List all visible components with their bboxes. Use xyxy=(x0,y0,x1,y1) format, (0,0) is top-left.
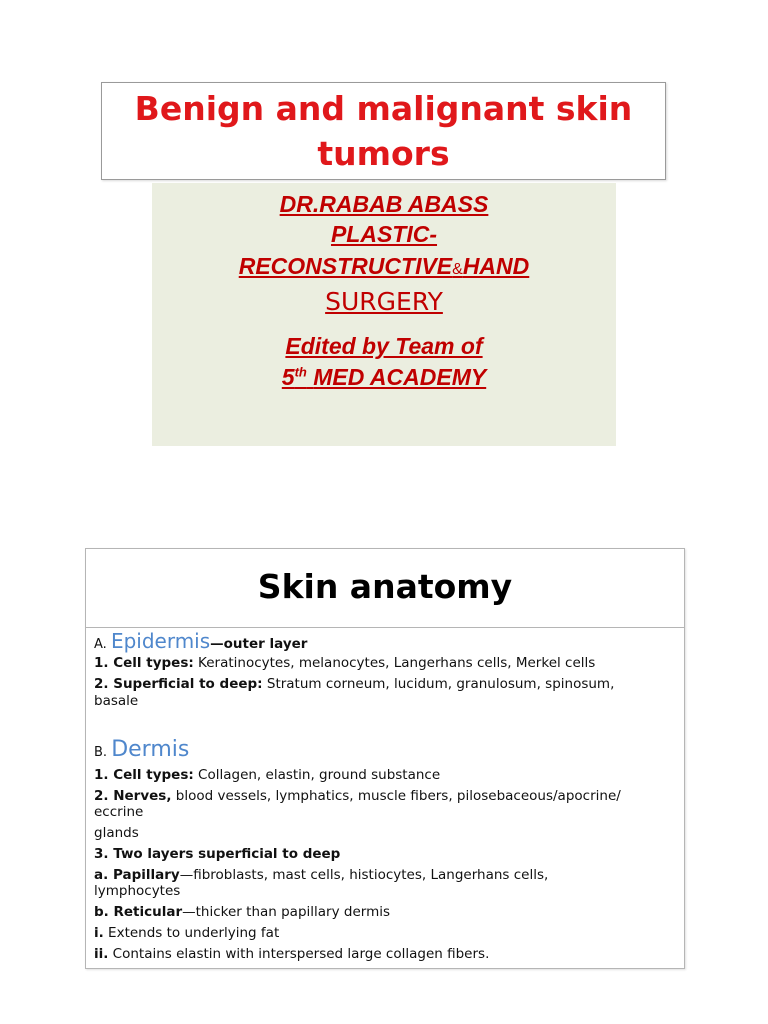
epidermis-layers xyxy=(94,677,674,692)
dermis-name: Dermis xyxy=(111,737,190,762)
epidermis-layers-label: 2. Superficial to deep: xyxy=(94,676,263,692)
dermis-reticular-i-label: i. xyxy=(94,925,104,941)
team-number: 5 xyxy=(281,364,295,390)
author-box xyxy=(152,183,616,446)
epidermis-heading xyxy=(94,629,307,653)
dermis-cell-types xyxy=(94,768,674,783)
specialty-surgery: SURGERY xyxy=(325,287,443,316)
dermis-nerves-text: blood vessels, lymphatics, muscle fibers, pilosebaceous/apocrine/ xyxy=(171,788,621,804)
specialty-line-1: PLASTIC- xyxy=(330,221,438,247)
dermis-nerves-label: 2. Nerves, xyxy=(94,788,172,804)
skin-anatomy-box xyxy=(85,548,685,969)
specialty-ampersand: & xyxy=(452,261,463,278)
anatomy-title: Skin anatomy xyxy=(257,567,513,606)
dermis-letter: B. xyxy=(94,745,108,760)
dermis-reticular-i xyxy=(94,926,674,941)
epidermis-cell-types-text: Keratinocytes, melanocytes, Langerhans cells, Merkel cells xyxy=(193,655,596,671)
dermis-reticular-ii xyxy=(94,947,674,962)
dermis-heading xyxy=(94,737,189,762)
dermis-papillary xyxy=(94,868,674,883)
dermis-nerves-cont: eccrine xyxy=(94,804,144,820)
dermis-reticular-text: —thicker than papillary dermis xyxy=(182,904,391,920)
title-line-2: tumors xyxy=(317,134,450,173)
epidermis-layers-cont: basale xyxy=(94,693,139,709)
dermis-reticular xyxy=(94,905,674,920)
dermis-cell-types-label: 1. Cell types: xyxy=(94,767,194,783)
epidermis-desc: —outer layer xyxy=(210,636,308,652)
team-name-line xyxy=(152,364,616,391)
epidermis-cell-types xyxy=(94,656,674,671)
dermis-two-layers-label: 3. Two layers superficial to deep xyxy=(94,846,341,862)
epidermis-letter: A. xyxy=(94,637,107,652)
author-name: DR.RABAB ABASS xyxy=(279,191,489,217)
dermis-glands: glands xyxy=(94,825,139,841)
specialty-reconstructive: RECONSTRUCTIVE xyxy=(238,253,453,279)
dermis-papillary-text: —fibroblasts, mast cells, histiocytes, Langerhans cells, xyxy=(179,867,549,883)
dermis-reticular-ii-label: ii. xyxy=(94,946,109,962)
dermis-reticular-ii-text: Contains elastin with interspersed large collagen fibers. xyxy=(108,946,490,962)
edited-by: Edited by Team of xyxy=(285,333,483,359)
dermis-reticular-label: b. Reticular xyxy=(94,904,183,920)
dermis-two-layers xyxy=(94,847,674,862)
team-name: MED ACADEMY xyxy=(313,364,487,390)
title-line-1: Benign and malignant skin xyxy=(134,89,633,128)
dermis-papillary-label: a. Papillary xyxy=(94,867,180,883)
epidermis-layers-text: Stratum corneum, lucidum, granulosum, spinosum, xyxy=(262,676,615,692)
divider xyxy=(86,627,684,628)
dermis-reticular-i-text: Extends to underlying fat xyxy=(103,925,280,941)
specialty-line-2 xyxy=(152,253,616,280)
epidermis-cell-types-label: 1. Cell types: xyxy=(94,655,194,671)
title-box xyxy=(101,82,666,180)
dermis-cell-types-text: Collagen, elastin, ground substance xyxy=(193,767,441,783)
team-number-suffix: th xyxy=(294,364,307,380)
dermis-nerves xyxy=(94,789,674,804)
dermis-papillary-cont: lymphocytes xyxy=(94,883,181,899)
epidermis-name: Epidermis xyxy=(110,629,211,653)
document-title xyxy=(135,86,633,176)
specialty-hand: HAND xyxy=(462,253,530,279)
